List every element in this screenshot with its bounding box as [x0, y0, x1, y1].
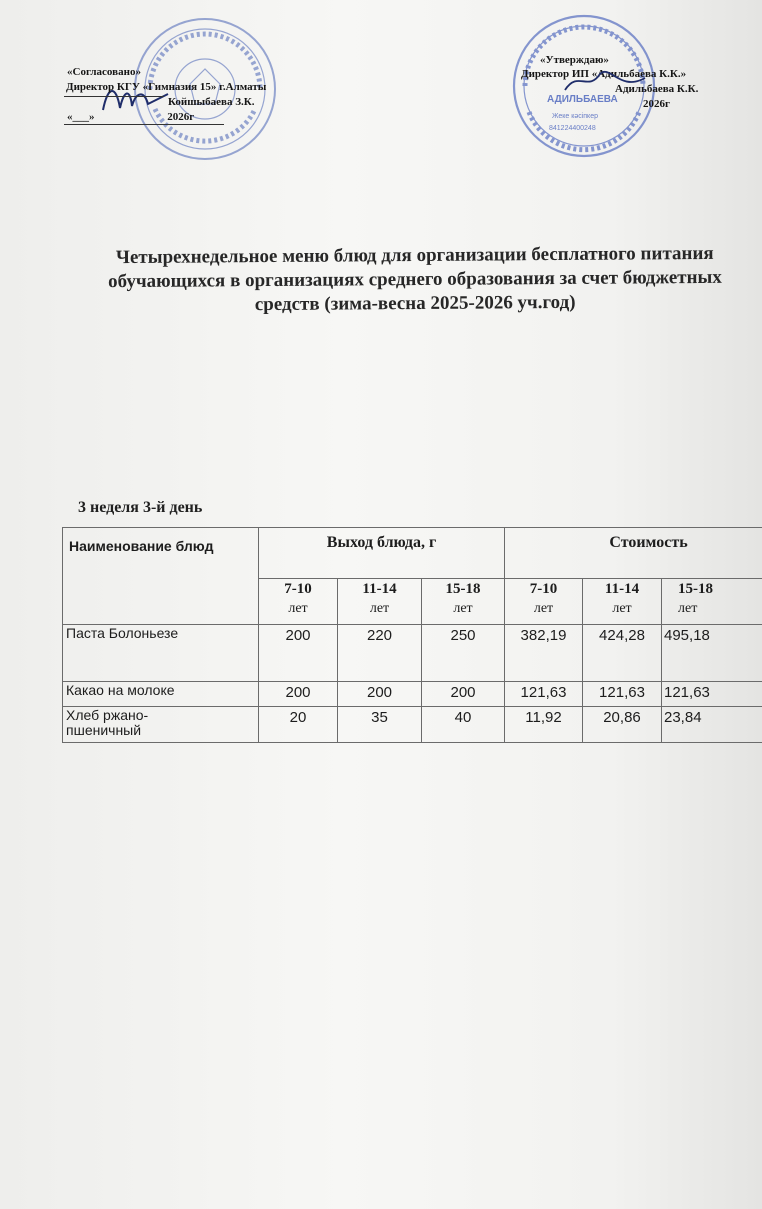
table-row [63, 625, 762, 682]
age-header [662, 579, 762, 625]
age-range: 7-10 [284, 581, 312, 597]
yield-cell: 250 [422, 625, 505, 682]
approval-left-line3: Койшыбаева З.К. [168, 96, 255, 108]
age-unit: лет [369, 601, 390, 616]
age-range: 7-10 [529, 581, 558, 597]
yield-cell: 40 [422, 707, 505, 743]
age-range: 11-14 [362, 581, 397, 597]
age-unit: лет [533, 601, 554, 616]
age-unit: лет [612, 601, 632, 616]
dish-name: Хлеб ржано-пшеничный [63, 707, 259, 743]
approval-right-line2: Директор ИП «Адильбаева К.К.» [521, 68, 687, 80]
menu-table [62, 527, 762, 743]
stamp-name: АДИЛЬБАЕВА [547, 94, 618, 105]
cost-cell: 495,18 [662, 625, 762, 682]
page-title [45, 241, 762, 318]
age-unit: лет [678, 601, 698, 616]
approval-right-year: 2026г [643, 98, 670, 110]
cost-cell: 20,86 [583, 707, 662, 743]
yield-cell: 220 [338, 625, 422, 682]
age-unit: лет [288, 601, 308, 616]
approval-left-underline [64, 96, 164, 97]
cost-cell: 121,63 [662, 682, 762, 707]
age-header [422, 579, 505, 625]
approval-left-line2: Директор КГУ «Гимназия 15» г.Алматы [66, 81, 267, 93]
handwritten-signature [560, 62, 650, 102]
dish-name: Какао на молоке [63, 682, 259, 707]
approval-right-line3: Адильбаева К.К. [615, 83, 699, 95]
age-header [505, 579, 583, 625]
week-day-label: 3 неделя 3-й день [78, 499, 203, 516]
title-line-1: Четырехнедельное меню блюд для организации бесплатного питания [115, 242, 714, 269]
table-row [63, 682, 762, 707]
col-header-yield: Выход блюда, г [259, 528, 505, 579]
col-header-cost: Стоимость [505, 528, 762, 579]
approval-left-line4 [67, 111, 194, 123]
stamp-number: 841224400248 [549, 125, 596, 132]
cost-cell: 121,63 [505, 682, 583, 707]
stamp-type: Жеке кәсіпкер [552, 113, 598, 120]
cost-cell: 23,84 [662, 707, 762, 743]
approval-left-underline-2 [64, 124, 224, 125]
col-header-name: Наименование блюд [63, 528, 259, 625]
age-header [583, 579, 662, 625]
yield-cell: 200 [338, 682, 422, 707]
age-range: 15-18 [678, 581, 713, 597]
title-line-3: средств (зима-весна 2025-2026 уч.год) [254, 291, 576, 316]
approval-right-line1: «Утверждаю» [540, 54, 609, 66]
table-row [63, 707, 762, 743]
yield-cell: 200 [259, 625, 338, 682]
age-unit: лет [453, 601, 473, 616]
age-range: 15-18 [445, 581, 481, 597]
cost-cell: 121,63 [583, 682, 662, 707]
cost-cell: 11,92 [505, 707, 583, 743]
approval-left-quote: «___» [67, 111, 95, 123]
title-line-2: обучающихся в организациях среднего образования за счет бюджетных [108, 266, 722, 293]
age-header [259, 579, 338, 625]
cost-cell: 382,19 [505, 625, 583, 682]
yield-cell: 200 [422, 682, 505, 707]
age-range: 11-14 [604, 581, 640, 597]
yield-cell: 20 [259, 707, 338, 743]
approval-left-year: 2026г [167, 111, 195, 123]
table-header-row [63, 528, 762, 579]
yield-cell: 200 [259, 682, 338, 707]
yield-cell: 35 [338, 707, 422, 743]
dish-name: Паста Болоньезе [63, 625, 259, 682]
cost-cell: 424,28 [583, 625, 662, 682]
approval-left-line1: «Согласовано» [67, 66, 141, 78]
age-header [338, 579, 422, 625]
